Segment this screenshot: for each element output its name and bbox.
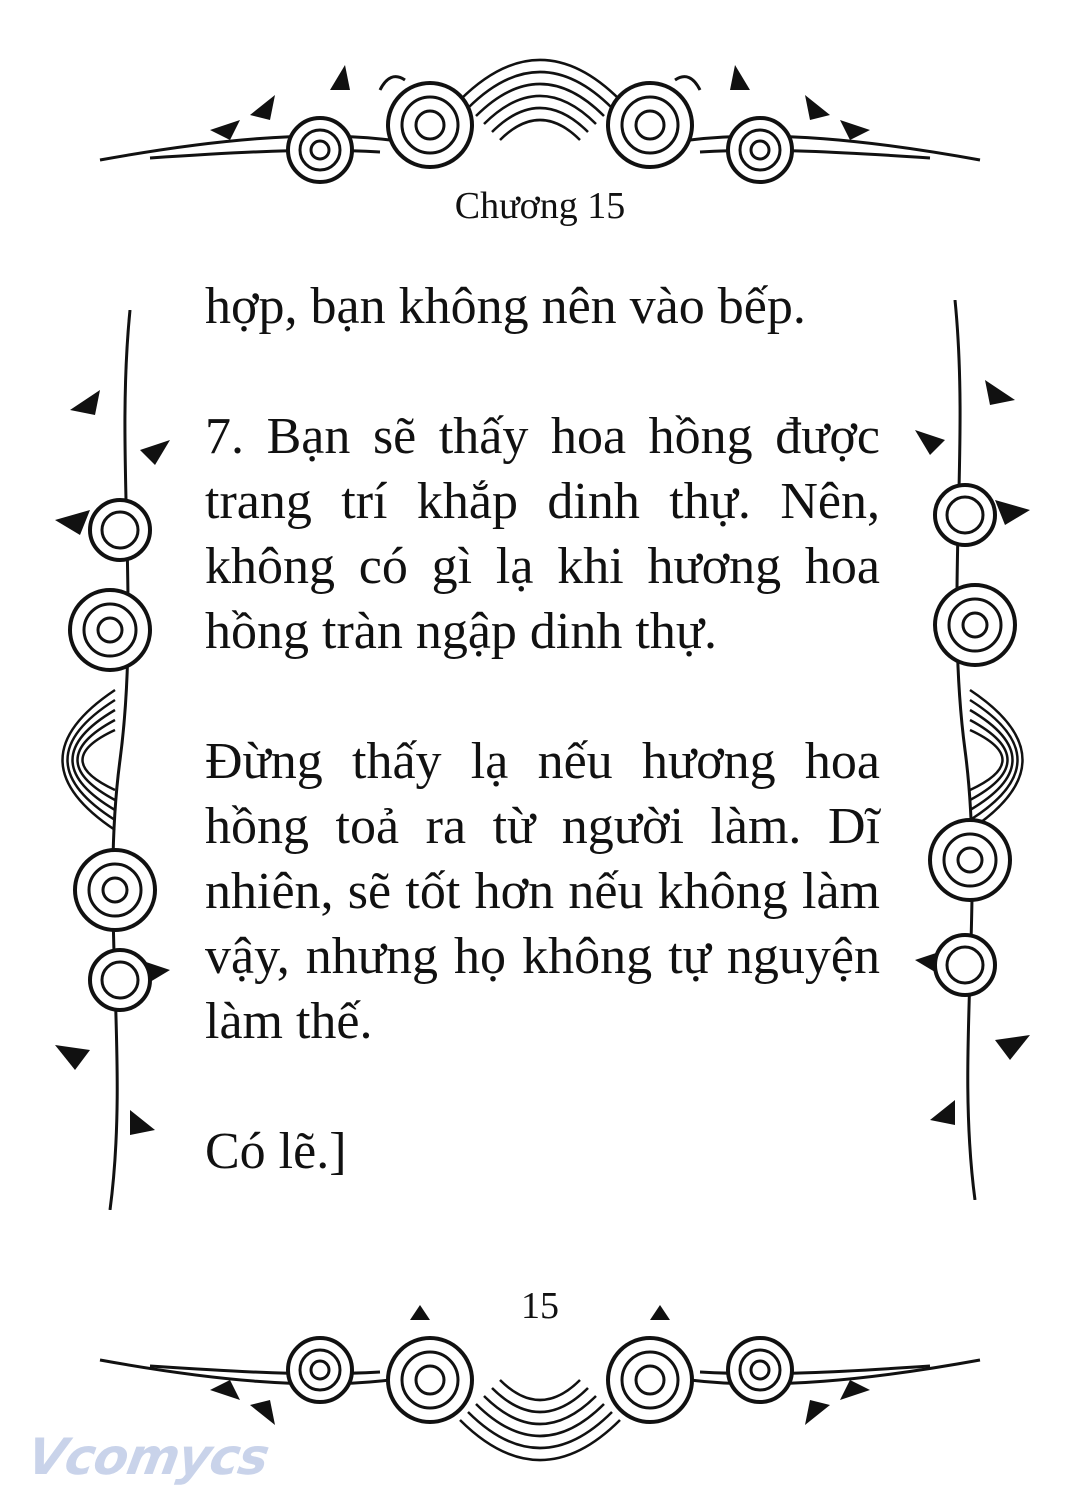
rose-vine-ornament-right <box>895 300 1065 1200</box>
chapter-title: Chương 15 <box>454 185 626 227</box>
watermark-logo: Vcomycs <box>22 1428 273 1486</box>
body-text <box>205 274 880 1249</box>
rose-vine-ornament-top <box>90 30 990 210</box>
paragraph-2: 7. Bạn sẽ thấy hoa hồng được trang trí khắp dinh thự. Nên, không có gì lạ khi hương hoa hồng tràn ngập dinh thự. <box>205 408 880 660</box>
rose-vine-ornament-left <box>20 310 190 1210</box>
page-number: 15 <box>521 1285 559 1327</box>
paragraph-3: Đừng thấy lạ nếu hương hoa hồng toả ra từ người làm. Dĩ nhiên, sẽ tốt hơn nếu không làm vậy, nhưng họ không tự nguyện làm thế. <box>205 733 880 1050</box>
paragraph-1: hợp, bạn không nên vào bếp. <box>205 278 806 335</box>
paragraph-4: Có lẽ.] <box>205 1123 347 1180</box>
